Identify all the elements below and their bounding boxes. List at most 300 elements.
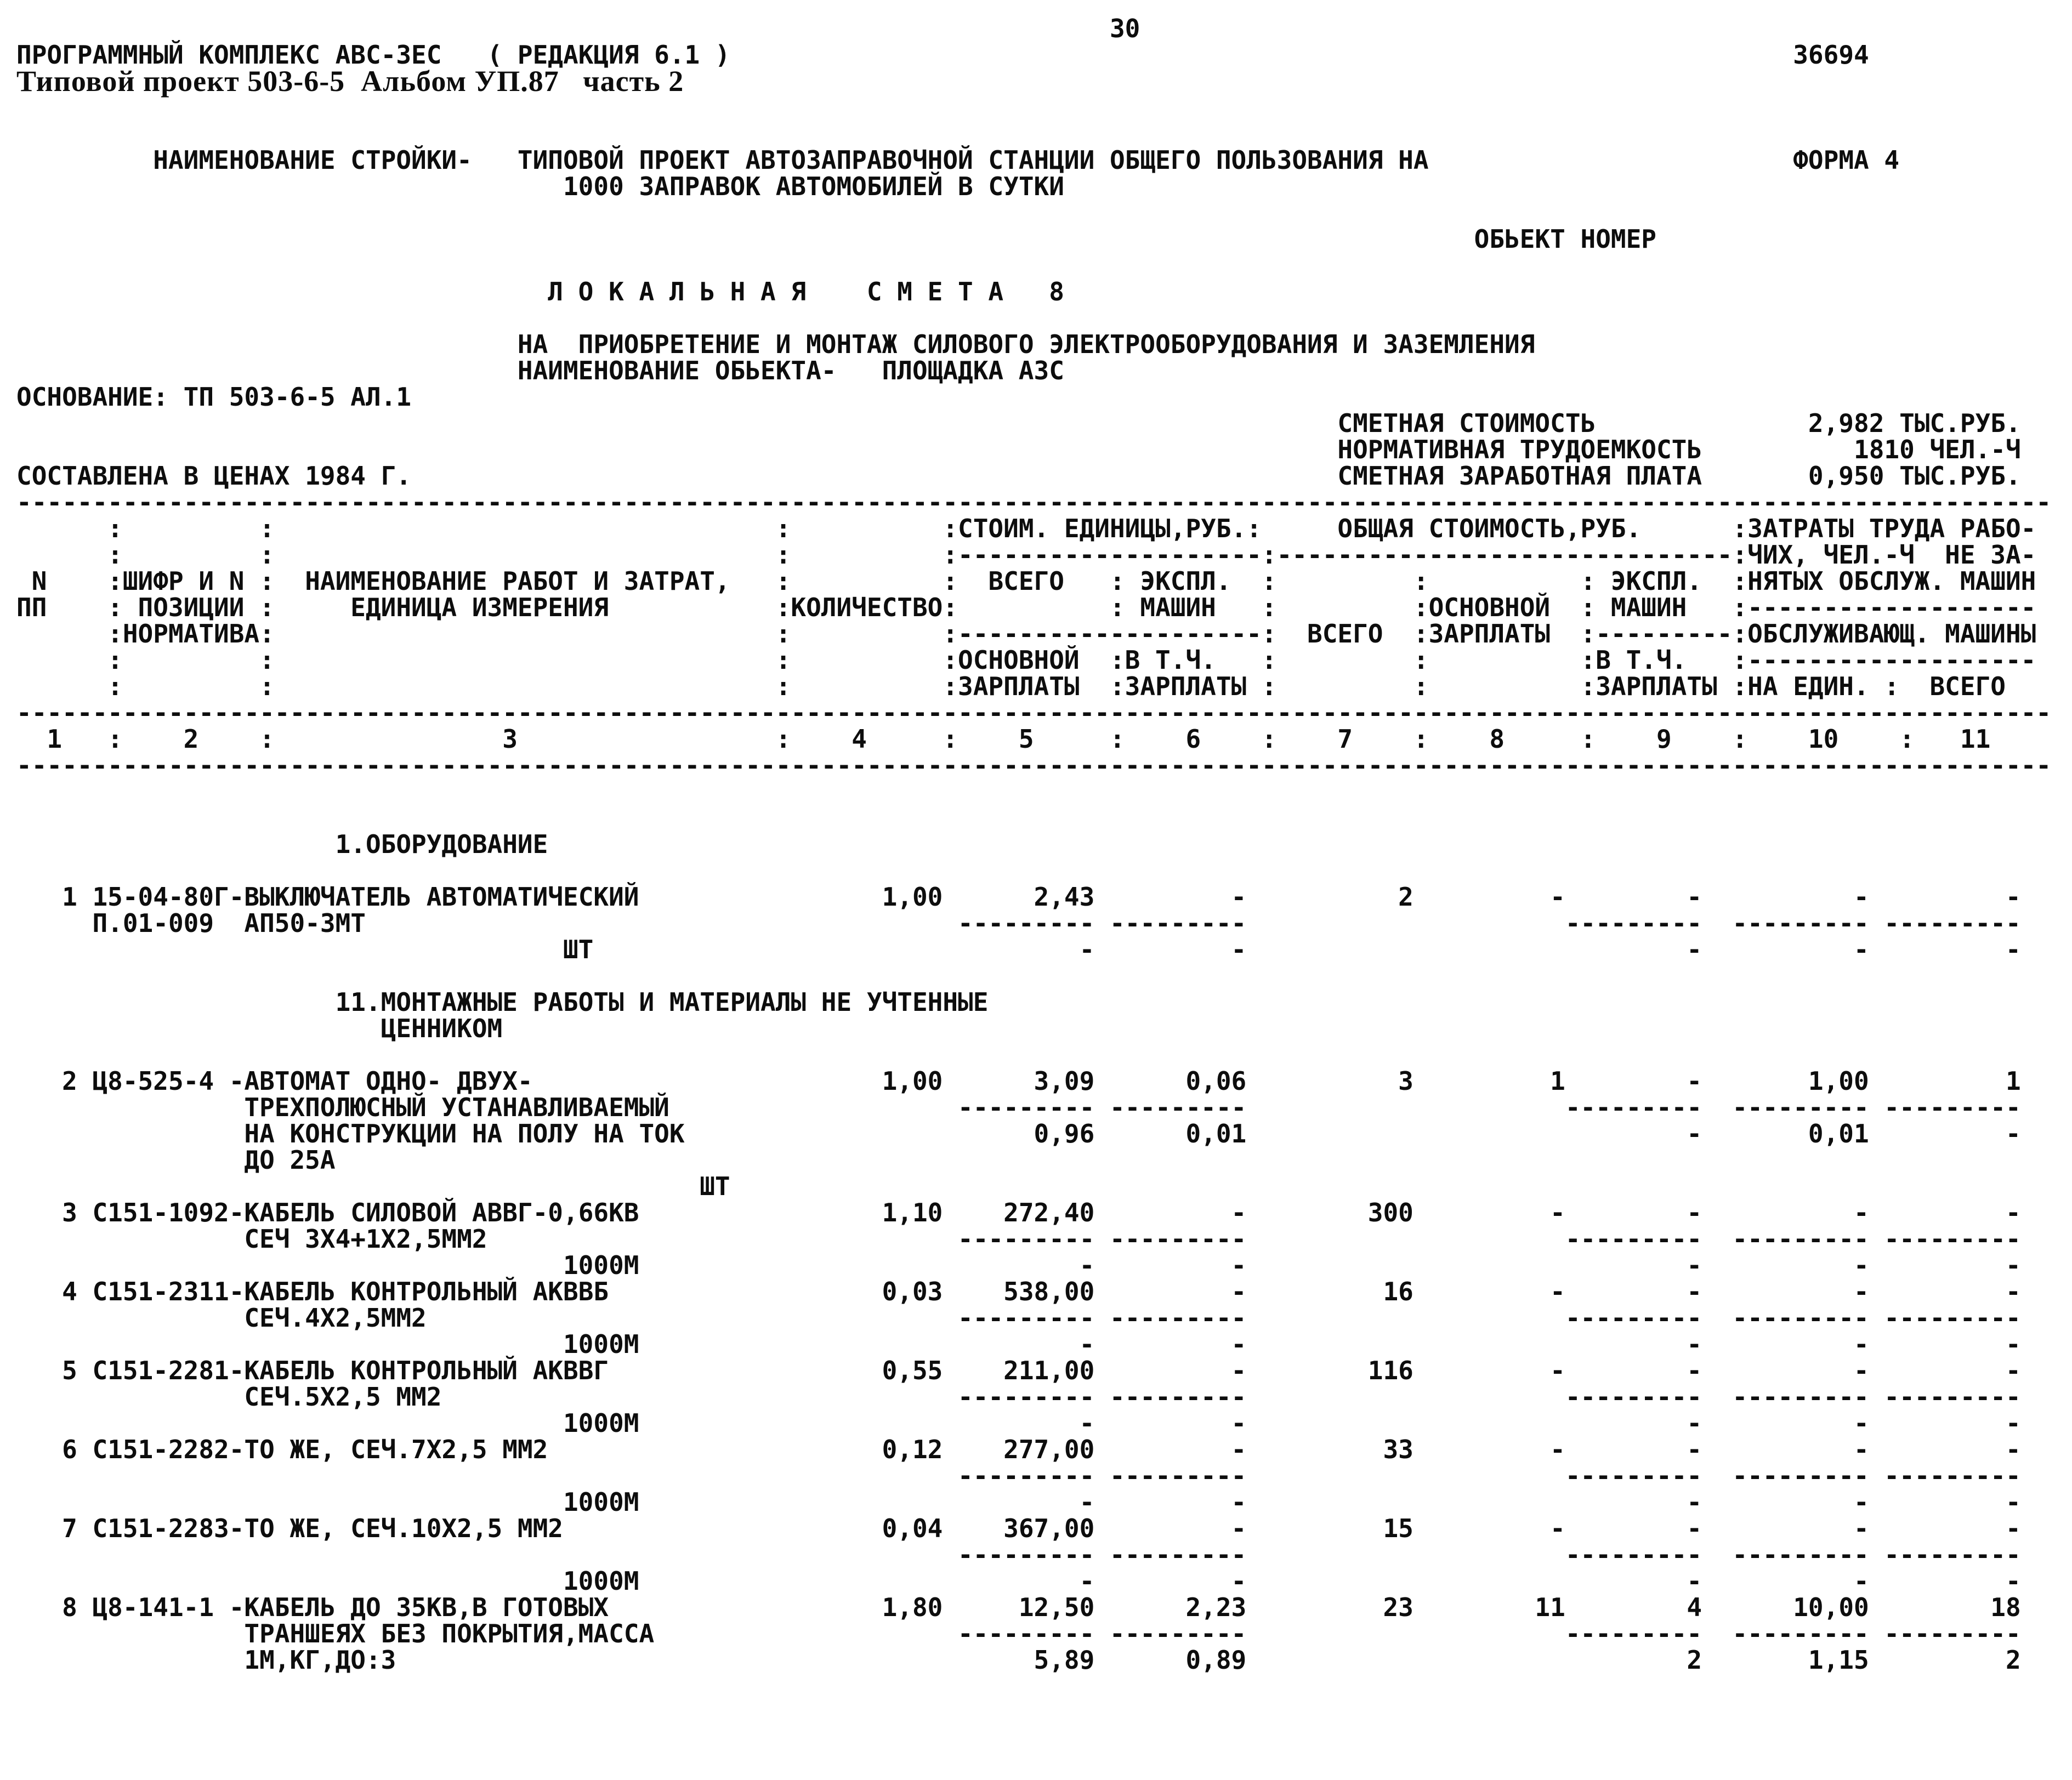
construction-name-2: 1000 ЗАПРАВОК АВТОМОБИЛЕЙ В СУТКИ	[563, 172, 1064, 201]
dash-fill: ---------	[958, 1461, 1095, 1491]
column-divider: :	[775, 724, 791, 754]
dash-fill: ---------	[958, 1224, 1095, 1254]
project-stamp-line	[16, 65, 2067, 98]
labor-total-value: -	[2005, 1356, 2021, 1385]
dash-fill: ---------	[1565, 1382, 1702, 1412]
column-divider: :	[775, 593, 791, 622]
sub-unit-cost-value: -	[1079, 1250, 1095, 1280]
column-divider: :	[1246, 514, 1262, 543]
base-salary-value: -	[1550, 1435, 1565, 1464]
sub-mach-value: -	[1687, 1408, 1702, 1438]
sub-labor-total-value: -	[2005, 1408, 2021, 1438]
qty-value: 0,12	[882, 1435, 943, 1464]
column-divider: :	[1109, 672, 1125, 701]
sub-unit-mach-value: -	[1231, 1408, 1247, 1438]
column-divider: :	[1580, 724, 1596, 754]
mach-cost-value: 4	[1687, 1593, 1702, 1622]
blank-line	[16, 305, 2067, 331]
col9-header: МАШИН	[1610, 593, 1687, 622]
dash-fill: ---------	[1884, 1224, 2021, 1254]
sub-mach-value: -	[1687, 935, 1702, 964]
qty-value: 0,04	[882, 1514, 943, 1543]
unit-mach-value: 0,06	[1185, 1066, 1247, 1096]
table-row-2-line-3	[16, 1121, 2067, 1147]
table-row-8-line-2	[16, 1620, 2067, 1647]
dash-fill: ---------	[958, 908, 1095, 938]
unit-mach-value: -	[1231, 1356, 1247, 1385]
unit-cost-value: 538,00	[1003, 1277, 1095, 1306]
dash-fill: ---------	[958, 1303, 1095, 1333]
column-divider: :	[1884, 672, 1900, 701]
unit-cost-value: 3,09	[1034, 1066, 1095, 1096]
unit-cost-value: 12,50	[1018, 1593, 1095, 1622]
col-name-header: ЕДИНИЦА ИЗМЕРЕНИЯ	[350, 593, 609, 622]
row-name: -ТО ЖЕ, СЕЧ.10Х2,5 ММ2	[229, 1514, 563, 1543]
col8-header: ОСНОВНОЙ	[1428, 593, 1551, 622]
table-row-7-line-2	[16, 1542, 2067, 1568]
row-number: 5	[62, 1356, 77, 1385]
prices-basis: СОСТАВЛЕНА В ЦЕНАХ 1984 Г.	[16, 461, 412, 491]
qty-value: 0,55	[882, 1356, 943, 1385]
dash-fill: ---------	[1109, 908, 1247, 938]
table-row-3-line-3	[16, 1252, 2067, 1278]
form-label: ФОРМА 4	[1793, 145, 1900, 175]
dash-fill: ---------	[1884, 1303, 2021, 1333]
labor-per-unit-value: 1,00	[1808, 1066, 1869, 1096]
table-row-1-line-1	[16, 884, 2067, 910]
column-number: 9	[1656, 724, 1672, 754]
horizontal-rule: --------------------------------------------------------------------------------------------------------------------------------------	[16, 487, 2052, 517]
sub-labor-per-unit-value: 0,01	[1808, 1119, 1869, 1148]
total-value: 2,982 ТЫС.РУБ.	[1808, 408, 2021, 438]
base-salary-value: -	[1550, 1277, 1565, 1306]
row-name-cont: 1М,КГ,ДО:3	[244, 1645, 396, 1675]
sub-mach-value: -	[1687, 1119, 1702, 1148]
row-name: -АВТОМАТ ОДНО- ДВУХ-	[229, 1066, 533, 1096]
col-np-header: N	[31, 566, 47, 596]
column-divider: :	[1580, 593, 1596, 622]
blank-line	[16, 94, 2067, 121]
column-divider: :	[943, 645, 958, 675]
dash-fill: ---------	[1884, 1461, 2021, 1491]
dash-fill: ---------	[1109, 1303, 1247, 1333]
column-divider: :	[1732, 672, 1748, 701]
row-name: -КАБЕЛЬ КОНТРОЛЬНЫЙ АКВВБ	[229, 1277, 609, 1306]
col6-header: ЭКСПЛ.	[1140, 566, 1231, 596]
dash-fill: ---------	[1732, 1382, 1869, 1412]
column-divider: :	[259, 672, 275, 701]
labor-intensity-line	[16, 436, 2067, 463]
column-number: 6	[1185, 724, 1201, 754]
column-number: 2	[183, 724, 199, 754]
total-cost-value: 3	[1398, 1066, 1413, 1096]
unit-mach-value: -	[1231, 1435, 1247, 1464]
column-divider: :	[943, 593, 958, 622]
dash-fill: ---------	[1732, 1093, 1869, 1122]
unit-mach-value: -	[1231, 882, 1247, 912]
dash-fill: ---------	[1565, 1619, 1702, 1648]
column-divider: :	[1109, 645, 1125, 675]
sub-mach-value: 2	[1687, 1645, 1702, 1675]
col5-header: ОСНОВНОЙ	[958, 645, 1080, 675]
mach-cost-value: -	[1687, 1356, 1702, 1385]
qty-value: 1,00	[882, 882, 943, 912]
row-name-cont: СЕЧ.4Х2,5ММ2	[244, 1303, 427, 1333]
mach-cost-value: -	[1687, 882, 1702, 912]
column-divider: :	[775, 540, 791, 570]
column-divider: :	[1580, 645, 1596, 675]
dash-fill: ---------	[1732, 1619, 1869, 1648]
labor-per-unit-value: -	[1854, 882, 1869, 912]
labor-total-value: -	[2005, 1277, 2021, 1306]
object-name-line	[16, 357, 2067, 384]
sub-labor-total-value: 2	[2005, 1645, 2021, 1675]
row-name: -ТО ЖЕ, СЕЧ.7Х2,5 ММ2	[229, 1435, 548, 1464]
labor-group-header: ЧИХ, ЧЕЛ.-Ч НЕ ЗА-	[1747, 540, 2036, 570]
sub-labor-per-unit-value: -	[1854, 935, 1869, 964]
qty-value: 1,80	[882, 1593, 943, 1622]
unit-cost-value: 367,00	[1003, 1514, 1095, 1543]
column-divider: :	[107, 593, 123, 622]
column-divider: :	[1261, 672, 1277, 701]
column-divider: :	[1580, 566, 1596, 596]
column-divider: :	[1261, 724, 1277, 754]
row-name: -КАБЕЛЬ СИЛОВОЙ АВВГ-0,66КВ	[229, 1198, 639, 1227]
sub-mach-value: -	[1687, 1566, 1702, 1596]
table-row-6-line-3	[16, 1489, 2067, 1515]
sub-unit-mach-value: -	[1231, 1250, 1247, 1280]
section-heading-line	[16, 989, 2067, 1015]
dash-fill: --------------------	[958, 619, 1262, 649]
column-divider: :	[259, 724, 275, 754]
column-divider: :	[1261, 540, 1277, 570]
table-row-4-line-2	[16, 1305, 2067, 1331]
base-salary-value: -	[1550, 882, 1565, 912]
dash-fill: ---------	[1596, 619, 1733, 649]
table-row-5-line-2	[16, 1384, 2067, 1410]
dash-fill: ---------	[1884, 1382, 2021, 1412]
col10-header: НА ЕДИН.	[1747, 672, 1869, 701]
base-salary-value: 1	[1550, 1066, 1565, 1096]
table-row-5-line-1	[16, 1357, 2067, 1384]
row-code: С151-1092	[92, 1198, 229, 1227]
blank-line	[16, 1042, 2067, 1068]
column-divider: :	[775, 672, 791, 701]
labor-total-value: 1	[2005, 1066, 2021, 1096]
column-divider: :	[1732, 566, 1748, 596]
col6-header: МАШИН	[1140, 593, 1216, 622]
column-divider: :	[1261, 593, 1277, 622]
section-heading: ЦЕННИКОМ	[381, 1014, 503, 1043]
column-divider: :	[1732, 514, 1748, 543]
unit-mach-value: -	[1231, 1198, 1247, 1227]
column-divider: :	[259, 540, 275, 570]
unit-cost-value: 211,00	[1003, 1356, 1095, 1385]
table-row-8-line-3	[16, 1647, 2067, 1673]
column-divider: :	[259, 619, 275, 649]
dash-fill: -------------------	[1747, 645, 2036, 675]
labor-per-unit-value: -	[1854, 1198, 1869, 1227]
sub-labor-per-unit-value: -	[1854, 1408, 1869, 1438]
total-label: НОРМАТИВНАЯ ТРУДОЕМКОСТЬ	[1337, 435, 1702, 464]
sub-labor-per-unit-value: -	[1854, 1329, 1869, 1359]
column-divider: :	[1109, 566, 1125, 596]
unit-mach-value: 2,23	[1185, 1593, 1247, 1622]
dash-fill: ------------------------------	[1276, 540, 1733, 570]
column-divider: :	[259, 566, 275, 596]
dash-fill: ---------	[1109, 1461, 1247, 1491]
sub-unit-mach-value: 0,01	[1185, 1119, 1247, 1148]
column-divider: :	[775, 645, 791, 675]
blank-line	[16, 778, 2067, 805]
column-divider: :	[943, 619, 958, 649]
sub-unit-mach-value: -	[1231, 1487, 1247, 1517]
dash-fill: ---------	[1109, 1093, 1247, 1122]
dash-fill: ---------	[1565, 1540, 1702, 1569]
table-header-line-7	[16, 673, 2067, 700]
column-divider: :	[1732, 593, 1748, 622]
construction-name-1: ТИПОВОЙ ПРОЕКТ АВТОЗАПРАВОЧНОЙ СТАНЦИИ ОБЩЕГО ПОЛЬЗОВАНИЯ НА	[517, 145, 1429, 175]
row-name-cont: ТРАНШЕЯХ БЕЗ ПОКРЫТИЯ,МАССА	[244, 1619, 655, 1648]
total-cost-line	[16, 410, 2067, 436]
labor-per-unit-value: -	[1854, 1435, 1869, 1464]
row-code: С151-2281	[92, 1356, 229, 1385]
sub-unit-mach-value: 0,89	[1185, 1645, 1247, 1675]
section-heading-line	[16, 831, 2067, 857]
section-heading: 1.ОБОРУДОВАНИЕ	[335, 829, 548, 859]
row-number: 8	[62, 1593, 77, 1622]
column-divider: :	[1732, 645, 1748, 675]
table-row-5-line-3	[16, 1410, 2067, 1436]
dash-fill: ---------	[1565, 1303, 1702, 1333]
table-row-3-line-1	[16, 1199, 2067, 1226]
sub-labor-total-value: -	[2005, 1250, 2021, 1280]
row-name-cont: ТРЕХПОЛЮСНЫЙ УСТАНАВЛИВАЕМЫЙ	[244, 1093, 669, 1122]
total-cost-value: 2	[1398, 882, 1413, 912]
estimate-subject: НА ПРИОБРЕТЕНИЕ И МОНТАЖ СИЛОВОГО ЭЛЕКТРООБОРУДОВАНИЯ И ЗАЗЕМЛЕНИЯ	[517, 329, 1535, 359]
dash-fill: ---------	[1884, 1540, 2021, 1569]
column-number: 1	[47, 724, 63, 754]
total-value: 1810 ЧЕЛ.-Ч	[1854, 435, 2021, 464]
col5-header: ВСЕГО	[988, 566, 1064, 596]
row-name-cont: СЕЧ.5Х2,5 ММ2	[244, 1382, 442, 1412]
column-number: 3	[502, 724, 518, 754]
column-numbers-line	[16, 726, 2067, 752]
total-label: СМЕТНАЯ СТОИМОСТЬ	[1337, 408, 1596, 438]
row-unit: 1000М	[563, 1566, 639, 1596]
sub-labor-per-unit-value: -	[1854, 1566, 1869, 1596]
labor-group-header: НЯТЫХ ОБСЛУЖ. МАШИН	[1747, 566, 2036, 596]
col7-header: ВСЕГО	[1307, 619, 1383, 649]
dash-fill: ---------	[1109, 1619, 1247, 1648]
total-value: 0,950 ТЫС.РУБ.	[1808, 461, 2021, 491]
table-header-line-1	[16, 515, 2067, 542]
object-number-line	[16, 226, 2067, 252]
table-row-3-line-2	[16, 1226, 2067, 1252]
labor-total-value: -	[2005, 1514, 2021, 1543]
table-row-2-line-4	[16, 1147, 2067, 1173]
sub-labor-total-value: -	[2005, 1329, 2021, 1359]
section-heading-line-2	[16, 1015, 2067, 1042]
labor-per-unit-value: 10,00	[1793, 1593, 1869, 1622]
row-name-cont: АП50-3МТ	[244, 908, 366, 938]
column-number: 8	[1489, 724, 1505, 754]
dash-fill: ---------	[958, 1093, 1095, 1122]
sub-labor-total-value: -	[2005, 1487, 2021, 1517]
dash-fill: ---------	[1732, 1540, 1869, 1569]
labor-group-header: ОБСЛУЖИВАЮЩ. МАШИНЫ	[1747, 619, 2036, 649]
column-divider: :	[1413, 566, 1429, 596]
column-divider: :	[943, 566, 958, 596]
row-code-2: П.01-009	[92, 908, 214, 938]
column-divider: :	[775, 514, 791, 543]
dash-fill: ---------	[1884, 908, 2021, 938]
sub-labor-per-unit-value: 1,15	[1808, 1645, 1869, 1675]
column-divider: :	[107, 724, 123, 754]
column-divider: :	[107, 645, 123, 675]
object-number-label: ОБЬЕКТ НОМЕР	[1474, 224, 1656, 254]
dash-fill: ---------	[1565, 1224, 1702, 1254]
unit-mach-value: -	[1231, 1277, 1247, 1306]
program-header: ПРОГРАММНЫЙ КОМПЛЕКС АВС-ЗЕС ( РЕДАКЦИЯ 6.1 )	[16, 40, 730, 70]
col-np-header: ПП	[16, 593, 47, 622]
labor-total-value: -	[2005, 1198, 2021, 1227]
row-unit: 1000М	[563, 1487, 639, 1517]
column-divider: :	[1732, 540, 1748, 570]
dash-fill: ---------	[1109, 1382, 1247, 1412]
row-unit: 1000М	[563, 1250, 639, 1280]
labor-total-value: -	[2005, 882, 2021, 912]
sub-unit-cost-value: -	[1079, 1329, 1095, 1359]
unit-cost-value: 277,00	[1003, 1435, 1095, 1464]
col6-header: ЗАРПЛАТЫ	[1125, 672, 1247, 701]
labor-total-value: 18	[1990, 1593, 2021, 1622]
column-divider: :	[1261, 566, 1277, 596]
dash-fill: ---------	[1565, 908, 1702, 938]
table-row-6-line-2	[16, 1463, 2067, 1489]
column-divider: :	[107, 566, 123, 596]
table-header-line-5	[16, 621, 2067, 647]
row-number: 3	[62, 1198, 77, 1227]
horizontal-rule: --------------------------------------------------------------------------------------------------------------------------------------	[16, 698, 2052, 727]
column-number: 7	[1337, 724, 1353, 754]
row-code: С151-2311	[92, 1277, 229, 1306]
mach-cost-value: -	[1687, 1514, 1702, 1543]
sub-unit-mach-value: -	[1231, 1329, 1247, 1359]
table-row-7-line-3	[16, 1568, 2067, 1594]
col-code-header: НОРМАТИВА	[122, 619, 260, 649]
horizontal-rule: --------------------------------------------------------------------------------------------------------------------------------------	[16, 750, 2052, 780]
dash-fill: ---------	[1732, 908, 1869, 938]
total-cost-group-header: ОБЩАЯ СТОИМОСТЬ,РУБ.	[1337, 514, 1642, 543]
separator-line	[16, 489, 2067, 515]
column-divider: :	[1732, 724, 1748, 754]
base-salary-value: -	[1550, 1356, 1565, 1385]
unit-cost-group-header: СТОИМ. ЕДИНИЦЫ,РУБ.	[958, 514, 1247, 543]
sub-labor-per-unit-value: -	[1854, 1250, 1869, 1280]
dash-fill: --------------------	[958, 540, 1262, 570]
row-name: -ВЫКЛЮЧАТЕЛЬ АВТОМАТИЧЕСКИЙ	[229, 882, 639, 912]
column-divider: :	[1261, 645, 1277, 675]
column-divider: :	[259, 593, 275, 622]
row-name: -КАБЕЛЬ КОНТРОЛЬНЫЙ АКВВГ	[229, 1356, 609, 1385]
sub-unit-cost-value: -	[1079, 1487, 1095, 1517]
column-number: 10	[1808, 724, 1839, 754]
row-number: 2	[62, 1066, 77, 1096]
col-code-header: ПОЗИЦИИ	[138, 593, 245, 622]
table-header-line-4	[16, 594, 2067, 621]
sub-labor-per-unit-value: -	[1854, 1487, 1869, 1517]
estimate-title-line	[16, 278, 2067, 305]
estimate-document	[16, 15, 2067, 1673]
col-code-header: ШИФР И N	[122, 566, 245, 596]
sub-labor-total-value: -	[2005, 1566, 2021, 1596]
mach-cost-value: -	[1687, 1198, 1702, 1227]
total-cost-value: 300	[1367, 1198, 1413, 1227]
labor-per-unit-value: -	[1854, 1277, 1869, 1306]
column-number: 5	[1018, 724, 1034, 754]
labor-total-value: -	[2005, 1435, 2021, 1464]
labor-per-unit-value: -	[1854, 1514, 1869, 1543]
row-name-cont: НА КОНСТРУКЦИИ НА ПОЛУ НА ТОК	[244, 1119, 685, 1148]
construction-name-line-2	[16, 173, 2067, 200]
blank-line	[16, 963, 2067, 989]
page-number-line	[16, 15, 2067, 42]
dash-fill: ---------	[958, 1382, 1095, 1412]
estimate-subject-line	[16, 331, 2067, 357]
column-divider: :	[943, 514, 958, 543]
blank-line	[16, 857, 2067, 884]
dash-fill: ---------	[958, 1540, 1095, 1569]
table-row-2-line-1	[16, 1068, 2067, 1094]
dash-fill: ---------	[1732, 1303, 1869, 1333]
column-divider: :	[1261, 619, 1277, 649]
table-row-6-line-1	[16, 1436, 2067, 1463]
col9-header: В Т.Ч.	[1596, 645, 1687, 675]
dash-fill: ---------	[1109, 1224, 1247, 1254]
table-header-line-6	[16, 647, 2067, 673]
base-salary-value: -	[1550, 1514, 1565, 1543]
unit-cost-value: 2,43	[1034, 882, 1095, 912]
column-divider: :	[107, 672, 123, 701]
row-code: Ц8-525-4	[92, 1066, 214, 1096]
col5-header: ЗАРПЛАТЫ	[958, 672, 1080, 701]
column-divider: :	[1580, 619, 1596, 649]
table-header-line-2	[16, 542, 2067, 568]
table-row-8-line-1	[16, 1594, 2067, 1620]
basis: ОСНОВАНИЕ: ТП 503-6-5 АЛ.1	[16, 382, 412, 412]
row-unit: 1000М	[563, 1408, 639, 1438]
sub-labor-total-value: -	[2005, 1119, 2021, 1148]
sub-mach-value: -	[1687, 1329, 1702, 1359]
column-divider: :	[107, 540, 123, 570]
base-salary-value: -	[1550, 1198, 1565, 1227]
column-divider: :	[1732, 619, 1748, 649]
base-salary-value: 11	[1535, 1593, 1565, 1622]
sub-mach-value: -	[1687, 1250, 1702, 1280]
mach-cost-value: -	[1687, 1435, 1702, 1464]
sub-unit-mach-value: -	[1231, 935, 1247, 964]
table-row-1-line-2	[16, 910, 2067, 936]
row-name-cont: СЕЧ 3Х4+1Х2,5ММ2	[244, 1224, 487, 1254]
total-cost-value: 33	[1383, 1435, 1413, 1464]
col9-header: ЭКСПЛ.	[1610, 566, 1702, 596]
column-divider: :	[1580, 672, 1596, 701]
row-code: Ц8-141-1	[92, 1593, 214, 1622]
sub-mach-value: -	[1687, 1487, 1702, 1517]
project-stamp: Типовой проект 503-6-5 Альбом УП.87 часть 2	[16, 65, 684, 98]
column-divider: :	[943, 672, 958, 701]
